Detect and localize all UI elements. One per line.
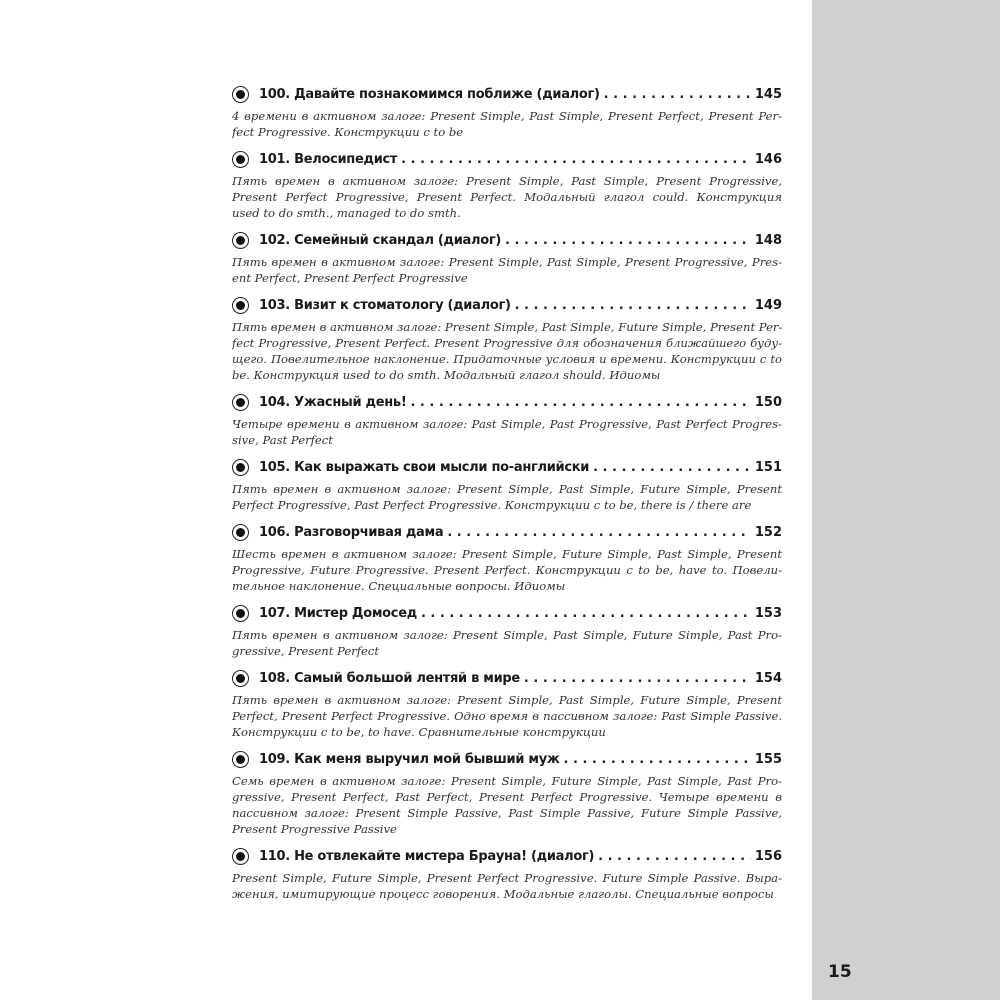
description-line: fect Progressive. Конструкции с to be [232,125,464,139]
dot-leader [447,525,751,540]
toc-entry [232,668,782,740]
audio-disc-icon [232,848,249,865]
description-line: Пять времен в активном залоге: Present Simple, Past Simple, Present Progressive, Pres- [232,255,782,269]
toc-entry [232,846,782,902]
description-line: 4 времени в активном залоге: Present Simple, Past Simple, Present Perfect, Present Per- [232,109,782,123]
toc-entry-heading[interactable] [232,230,782,250]
toc-entry [232,149,782,221]
audio-disc-icon [232,751,249,768]
audio-disc-icon [232,232,249,249]
entry-title: 102. Семейный скандал (диалог) [259,232,501,248]
entry-title: 107. Мистер Домосед [259,605,417,621]
toc-entry [232,295,782,383]
entry-description [232,627,782,659]
entry-description [232,254,782,286]
audio-disc-icon [232,151,249,168]
toc-entry-heading[interactable] [232,392,782,412]
description-line: Present Progressive Passive [232,822,397,836]
page-number: 15 [828,962,852,982]
dot-leader [564,752,751,767]
description-line: Пять времен в активном залоге: Present Simple, Past Simple, Future Simple, Present [232,482,782,496]
entry-description [232,173,782,221]
description-line: жения, имитирующие процесс говорения. Модальные глаголы. Специальные вопросы [232,887,774,901]
entry-page: 152 [754,524,782,540]
entry-description [232,546,782,594]
dot-leader [410,395,750,410]
toc-entry-heading[interactable] [232,522,782,542]
description-line: Шесть времен в активном залоге: Present Simple, Future Simple, Past Simple, Present [232,547,782,561]
toc-entry-heading[interactable] [232,668,782,688]
description-line: Пять времен в активном залоге: Present Simple, Past Simple, Future Simple, Present Per- [232,320,782,334]
entry-description [232,416,782,448]
description-line: Perfect, Present Perfect Progressive. Одно время в пассивном залоге: Past Simple Passive. [232,709,782,723]
dot-leader [524,671,751,686]
description-line: gressive, Present Perfect, Past Perfect, Present Perfect Progressive. Четыре времени в [232,790,782,804]
entry-title: 109. Как меня выручил мой бывший муж [259,751,560,767]
audio-disc-icon [232,524,249,541]
dot-leader [593,460,751,475]
toc-entry [232,522,782,594]
description-line: be. Конструкция used to do smth. Модальный глагол should. Идиомы [232,368,661,382]
description-line: Пять времен в активном залоге: Present Simple, Past Simple, Present Progressive, [232,174,782,188]
entry-description [232,692,782,740]
entry-page: 153 [754,605,782,621]
entry-description [232,481,782,513]
entry-page: 146 [754,151,782,167]
toc-entry [232,603,782,659]
description-line: Progressive, Future Progressive. Present Perfect. Конструкции с to be, have to. Повели- [232,563,782,577]
entry-page: 155 [754,751,782,767]
toc-entry-heading[interactable] [232,749,782,769]
description-line: Present Simple, Future Simple, Present Perfect Progressive. Future Simple Passive. Выра- [232,871,782,885]
description-line: Present Perfect Progressive, Present Perfect. Модальный глагол could. Конструкция [232,190,782,204]
description-line: Пять времен в активном залоге: Present Simple, Past Simple, Future Simple, Past Pro- [232,628,782,642]
audio-disc-icon [232,86,249,103]
description-line: ent Perfect, Present Perfect Progressive [232,271,468,285]
toc-entry-heading[interactable] [232,149,782,169]
entry-title: 110. Не отвлекайте мистера Брауна! (диалог) [259,848,595,864]
entry-page: 151 [754,459,782,475]
toc-entry [232,84,782,140]
page-margin-band [812,0,1000,1000]
dot-leader [604,87,751,102]
description-line: fect Progressive, Present Perfect. Present Progressive для обозначения ближайшего буду- [232,336,782,350]
audio-disc-icon [232,394,249,411]
toc-entry-heading[interactable] [232,295,782,315]
description-line: Пять времен в активном залоге: Present Simple, Past Simple, Future Simple, Present [232,693,782,707]
dot-leader [598,849,751,864]
entry-page: 156 [754,848,782,864]
entry-description [232,870,782,902]
toc-entry-heading[interactable] [232,846,782,866]
dot-leader [401,152,751,167]
description-line: sive, Past Perfect [232,433,333,447]
entry-page: 154 [754,670,782,686]
entry-description [232,773,782,837]
audio-disc-icon [232,459,249,476]
toc-entry-heading[interactable] [232,84,782,104]
table-of-contents [232,84,782,911]
entry-title: 108. Самый большой лентяй в мире [259,670,520,686]
entry-title: 100. Давайте познакомимся поближе (диалог) [259,86,600,102]
entry-title: 101. Велосипедист [259,151,398,167]
dot-leader [505,233,751,248]
description-line: пассивном залоге: Present Simple Passive, Past Simple Passive, Future Simple Passive, [232,806,782,820]
description-line: gressive, Present Perfect [232,644,380,658]
description-line: Четыре времени в активном залоге: Past Simple, Past Progressive, Past Perfect Progres- [232,417,782,431]
audio-disc-icon [232,297,249,314]
entry-title: 103. Визит к стоматологу (диалог) [259,297,511,313]
description-line: Конструкции с to be, to have. Сравнительные конструкции [232,725,606,739]
audio-disc-icon [232,670,249,687]
toc-entry [232,392,782,448]
entry-page: 149 [754,297,782,313]
entry-title: 106. Разговорчивая дама [259,524,444,540]
entry-page: 148 [754,232,782,248]
entry-description [232,319,782,383]
toc-entry [232,749,782,837]
toc-entry [232,457,782,513]
toc-entry-heading[interactable] [232,457,782,477]
entry-description [232,108,782,140]
description-line: used to do smth., managed to do smth. [232,206,461,220]
toc-entry-heading[interactable] [232,603,782,623]
description-line: Семь времен в активном залоге: Present Simple, Future Simple, Past Simple, Past Pro- [232,774,782,788]
description-line: щего. Повелительное наклонение. Придаточные условия и времени. Конструкции с to [232,352,782,366]
dot-leader [515,298,751,313]
dot-leader [421,606,751,621]
entry-title: 105. Как выражать свои мысли по-английски [259,459,590,475]
entry-title: 104. Ужасный день! [259,394,407,410]
entry-page: 150 [754,394,782,410]
entry-page: 145 [754,86,782,102]
description-line: тельное наклонение. Специальные вопросы. Идиомы [232,579,566,593]
audio-disc-icon [232,605,249,622]
toc-entry [232,230,782,286]
description-line: Perfect Progressive, Past Perfect Progressive. Конструкции с to be, there is / there are [232,498,752,512]
